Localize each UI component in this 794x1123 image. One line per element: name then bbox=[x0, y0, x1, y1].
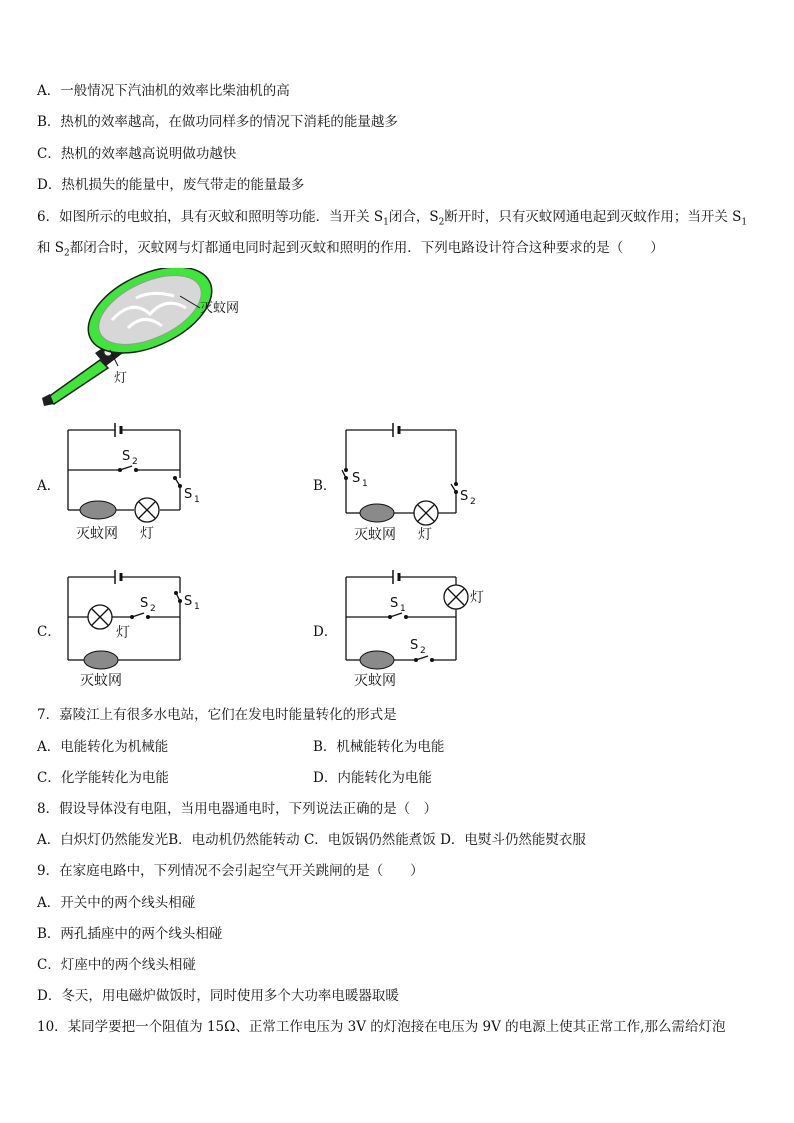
q7-stem: 7．嘉陵江上有很多水电站，它们在发电时能量转化的形式是 bbox=[37, 707, 397, 723]
q6-option-d-label: D． bbox=[313, 624, 338, 640]
q5-option-b: B．热机的效率越高，在做功同样多的情况下消耗的能量越多 bbox=[37, 114, 398, 130]
subscript: 2 bbox=[132, 457, 138, 467]
q10-stem: 10．某同学要把一个阻值为 15Ω、正常工作电压为 3V 的灯泡接在电压为 9V 的电源上使其正常工作,那么需给灯泡 bbox=[37, 1019, 726, 1035]
q6-stem-line1 bbox=[37, 208, 747, 232]
q7-option-a: A．电能转化为机械能 bbox=[37, 739, 169, 755]
q6-option-a-label: A． bbox=[37, 478, 61, 494]
q6-option-c-label: C． bbox=[37, 624, 61, 640]
lamp-label: 灯 bbox=[140, 526, 154, 542]
q5-option-c: C．热机的效率越高说明做功越快 bbox=[37, 146, 237, 162]
q6-stem-text: 6．如图所示的电蚊拍，具有灭蚊和照明等功能．当开关 S bbox=[37, 209, 384, 225]
subscript: 2 bbox=[420, 646, 426, 656]
q9-option-a: A．开关中的两个线头相碰 bbox=[37, 895, 196, 911]
subscript: 1 bbox=[400, 604, 406, 614]
switch-label: S bbox=[410, 638, 419, 653]
q9-option-b: B．两孔插座中的两个线头相碰 bbox=[37, 926, 223, 942]
q7-option-c: C．化学能转化为电能 bbox=[37, 770, 169, 786]
q9-stem: 9．在家庭电路中，下列情况不会引起空气开关跳闸的是（ ） bbox=[37, 863, 424, 879]
subscript: 1 bbox=[194, 495, 200, 505]
lamp-label: 灯 bbox=[470, 590, 484, 606]
q7-option-b: B．机械能转化为电能 bbox=[313, 739, 445, 755]
q6-option-b-label: B． bbox=[313, 478, 337, 494]
switch-label: S bbox=[352, 471, 361, 486]
switch-label: S bbox=[140, 596, 149, 611]
circuit-c bbox=[60, 565, 210, 699]
net-label: 灭蚊网 bbox=[354, 527, 396, 543]
switch-label: S bbox=[390, 596, 399, 611]
q6-stem-text: 都闭合时，灭蚊网与灯都通电同时起到灭蚊和照明的作用．下列电路设计符合这种要求的是（ ） bbox=[69, 240, 664, 256]
q7-option-d: D．内能转化为电能 bbox=[313, 770, 432, 786]
circuit-a bbox=[60, 418, 210, 552]
lamp-label: 灯 bbox=[114, 371, 128, 386]
lamp-label: 灯 bbox=[418, 527, 432, 543]
subscript: 1 bbox=[362, 479, 368, 489]
net-label: 灭蚊网 bbox=[200, 301, 240, 316]
circuit-b bbox=[338, 418, 488, 552]
q6-stem-text: 和 S bbox=[37, 240, 65, 256]
lamp-label: 灯 bbox=[116, 625, 130, 641]
q6-stem-text: 闭合，S bbox=[388, 209, 439, 225]
net-label: 灭蚊网 bbox=[354, 673, 396, 689]
q8-stem: 8．假设导体没有电阻，当用电器通电时，下列说法正确的是（ ） bbox=[37, 801, 438, 817]
subscript: 2 bbox=[470, 497, 476, 507]
subscript: 1 bbox=[194, 602, 200, 612]
switch-label: S bbox=[122, 449, 131, 464]
q6-stem-text: 断开时，只有灭蚊网通电起到灭蚊作用；当开关 S bbox=[444, 209, 742, 225]
q9-option-d: D．冬天，用电磁炉做饭时，同时使用多个大功率电暖器取暖 bbox=[37, 988, 399, 1004]
q8-options: A．白炽灯仍然能发光B．电动机仍然能转动 C．电饭锅仍然能煮饭 D．电熨斗仍然能熨衣服 bbox=[37, 832, 586, 848]
subscript: 2 bbox=[150, 604, 156, 614]
switch-label: S bbox=[184, 594, 193, 609]
q5-option-a: A．一般情况下汽油机的效率比柴油机的高 bbox=[37, 83, 290, 99]
net-label: 灭蚊网 bbox=[76, 526, 118, 542]
switch-label: S bbox=[184, 487, 193, 502]
subscript: 2 bbox=[438, 217, 445, 228]
subscript: 1 bbox=[383, 217, 389, 228]
q6-stem-line2 bbox=[37, 239, 664, 263]
net-label: 灭蚊网 bbox=[80, 673, 122, 689]
mosquito-racket-figure bbox=[40, 268, 270, 412]
q9-option-c: C．灯座中的两个线头相碰 bbox=[37, 957, 196, 973]
circuit-d bbox=[338, 565, 498, 699]
switch-label: S bbox=[460, 489, 469, 504]
q5-option-d: D．热机损失的能量中，废气带走的能量最多 bbox=[37, 177, 305, 193]
subscript: 2 bbox=[64, 248, 70, 259]
subscript: 1 bbox=[741, 217, 748, 228]
